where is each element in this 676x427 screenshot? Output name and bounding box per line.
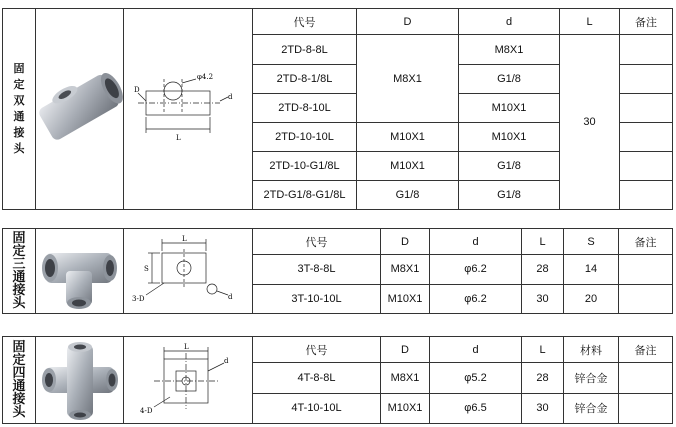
cell-remark — [619, 363, 673, 393]
drawing-label-D: D — [134, 86, 140, 94]
cell-remark — [619, 284, 673, 313]
header-d: d — [430, 337, 522, 363]
header-D: D — [357, 9, 459, 35]
cell-remark — [619, 255, 673, 284]
cell-d: M8X1 — [459, 35, 560, 65]
cell-d: G1/8 — [459, 181, 560, 210]
cell-remark — [620, 152, 673, 181]
header-D: D — [381, 337, 430, 363]
drawing-cross-joint — [124, 337, 253, 424]
drawing-label-D: 3-D — [132, 295, 145, 303]
cell-d: M10X1 — [459, 123, 560, 152]
drawing-label-S: S — [144, 265, 149, 273]
cell-code: 2TD-8-1/8L — [253, 65, 357, 94]
cell-material: 锌合金 — [564, 363, 619, 393]
cell-code: 2TD-10-G1/8L — [253, 152, 357, 181]
cell-code: 3T-8-8L — [253, 255, 381, 284]
cell-L: 30 — [522, 393, 564, 423]
header-L: L — [522, 229, 564, 255]
cell-d: φ6.2 — [430, 255, 522, 284]
header-S: S — [564, 229, 619, 255]
header-code: 代号 — [253, 229, 381, 255]
photo-double-joint — [36, 9, 124, 210]
header-L: L — [560, 9, 620, 35]
cell-L: 28 — [522, 363, 564, 393]
cell-code: 2TD-8-10L — [253, 94, 357, 123]
cell-remark — [619, 393, 673, 423]
table-cross-joint — [2, 336, 673, 424]
photo-tee-joint — [36, 229, 124, 314]
drawing-label-d: d — [228, 293, 233, 301]
cell-code: 2TD-G1/8-G1/8L — [253, 181, 357, 210]
cell-d: G1/8 — [459, 152, 560, 181]
drawing-double-joint — [124, 9, 253, 210]
header-code: 代号 — [253, 9, 357, 35]
drawing-label-d: d — [228, 93, 233, 101]
cell-D: M10X1 — [381, 393, 430, 423]
header-remark: 备注 — [619, 337, 673, 363]
header-d: d — [459, 9, 560, 35]
cell-d: φ6.5 — [430, 393, 522, 423]
cell-D: M10X1 — [381, 284, 430, 313]
cell-code: 4T-10-10L — [253, 393, 381, 423]
drawing-label-phi: φ4.2 — [197, 73, 214, 81]
cell-code: 2TD-10-10L — [253, 123, 357, 152]
cell-code: 4T-8-8L — [253, 363, 381, 393]
cell-D: M8X1 — [381, 255, 430, 284]
cell-D: G1/8 — [357, 181, 459, 210]
title-double-joint: 固 定 双 通 接 头 — [3, 9, 36, 210]
cell-remark — [620, 35, 673, 65]
header-D: D — [381, 229, 430, 255]
cell-d: G1/8 — [459, 65, 560, 94]
cell-remark — [620, 181, 673, 210]
drawing-label-d: d — [224, 357, 229, 365]
drawing-label-D: 4-D — [140, 407, 153, 415]
cell-d: M10X1 — [459, 94, 560, 123]
cell-S: 20 — [564, 284, 619, 313]
header-L: L — [522, 337, 564, 363]
cell-remark — [620, 65, 673, 94]
cell-d: φ5.2 — [430, 363, 522, 393]
drawing-label-L: L — [182, 235, 187, 243]
table-tee-joint — [2, 228, 673, 314]
header-remark: 备注 — [619, 229, 673, 255]
title-tee-joint: 固 定 三 通 接 头 — [3, 229, 36, 314]
drawing-label-L: L — [176, 134, 181, 142]
cell-L: 30 — [560, 35, 620, 210]
cell-remark — [620, 123, 673, 152]
drawing-label-L: L — [184, 343, 189, 351]
header-material: 材料 — [564, 337, 619, 363]
drawing-tee-joint — [124, 229, 253, 314]
cell-D: M10X1 — [357, 123, 459, 152]
cell-remark — [620, 94, 673, 123]
cell-D: M8X1 — [357, 35, 459, 123]
header-d: d — [430, 229, 522, 255]
table-double-joint — [2, 8, 673, 210]
cell-L: 30 — [522, 284, 564, 313]
photo-cross-joint — [36, 337, 124, 424]
cell-code: 3T-10-10L — [253, 284, 381, 313]
cell-D: M10X1 — [357, 152, 459, 181]
header-code: 代号 — [253, 337, 381, 363]
cell-code: 2TD-8-8L — [253, 35, 357, 65]
cell-material: 锌合金 — [564, 393, 619, 423]
cell-D: M8X1 — [381, 363, 430, 393]
header-remark: 备注 — [620, 9, 673, 35]
cell-d: φ6.2 — [430, 284, 522, 313]
cell-L: 28 — [522, 255, 564, 284]
cell-S: 14 — [564, 255, 619, 284]
title-cross-joint: 固 定 四 通 接 头 — [3, 337, 36, 424]
